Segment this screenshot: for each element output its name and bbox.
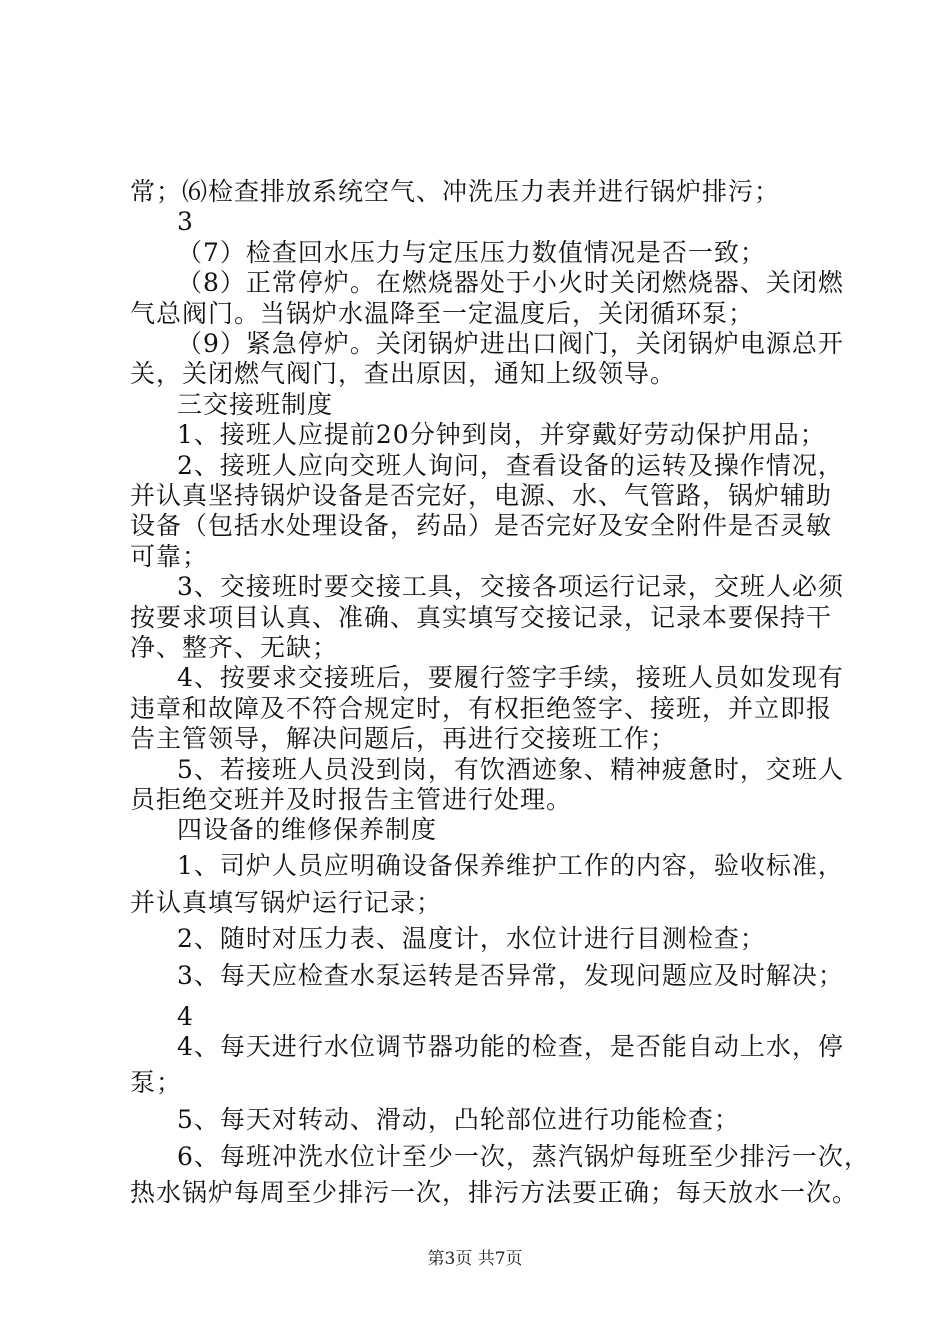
text-line: 并认真坚持锅炉设备是否完好，电源、水、气管路，锅炉辅助 [130,481,833,510]
text-line: （9）紧急停炉。关闭锅炉进出口阀门，关闭锅炉电源总开 [177,329,844,358]
text-line: 净、整齐、无缺； [130,633,339,662]
text-line: 3、交接班时要交接工具，交接各项运行记录，交班人必须 [177,572,844,601]
text-line: 关，关闭燃气阀门，查出原因，通知上级领导。 [130,359,677,388]
text-line: （7）检查回水压力与定压压力数值情况是否一致； [177,238,766,267]
text-line: 告主管领导，解决问题后，再进行交接班工作； [130,724,677,753]
text-line: 2、接班人应向交班人询问，查看设备的运转及操作情况， [177,451,844,480]
text-line: 4、按要求交接班后，要履行签字手续，接班人员如发现有 [177,663,844,692]
text-line: 可靠； [130,542,209,571]
text-line: 员拒绝交班并及时报告主管进行处理。 [130,785,573,814]
text-line: 6、每班冲洗水位计至少一次，蒸汽锅炉每班至少排污一次， [177,1142,870,1171]
text-line: （8）正常停炉。在燃烧器处于小火时关闭燃烧器、关闭燃 [177,268,844,297]
text-line: 违章和故障及不符合规定时，有权拒绝签字、接班，并立即报 [130,694,833,723]
text-line: 常；⑹检查排放系统空气、冲洗压力表并进行锅炉排污； [130,177,781,206]
text-line: 3、每天应检查水泵运转是否异常，发现问题应及时解决； [177,961,844,990]
text-line: 1、接班人应提前20分钟到岗，并穿戴好劳动保护用品； [177,420,826,449]
page-footer: 第3页 共7页 [427,1249,523,1269]
text-line: 设备（包括水处理设备，药品）是否完好及安全附件是否灵敏 [130,511,833,540]
section-heading: 四设备的维修保养制度 [177,815,438,844]
page-number-marker: 4 [177,1002,194,1031]
page-number-marker: 3 [177,207,194,236]
text-line: 热水锅炉每周至少排污一次，排污方法要正确；每天放水一次。 [130,1178,859,1207]
text-line: 按要求项目认真、准确、真实填写交接记录，记录本要保持干 [130,603,833,632]
text-line: 泵； [130,1068,183,1097]
text-line: 5、若接班人员没到岗，有饮酒迹象、精神疲惫时，交班人 [177,755,844,784]
section-heading: 三交接班制度 [177,390,334,419]
text-line: 5、每天对转动、滑动，凸轮部位进行功能检查； [177,1105,740,1134]
text-line: 1、司炉人员应明确设备保养维护工作的内容，验收标准， [177,851,844,880]
text-line: 气总阀门。当锅炉水温降至一定温度后，关闭循环泵； [130,299,755,328]
text-line: 4、每天进行水位调节器功能的检查，是否能自动上水，停 [177,1032,844,1061]
text-line: 2、随时对压力表、温度计，水位计进行目测检查； [177,924,766,953]
text-line: 并认真填写锅炉运行记录； [130,888,443,917]
